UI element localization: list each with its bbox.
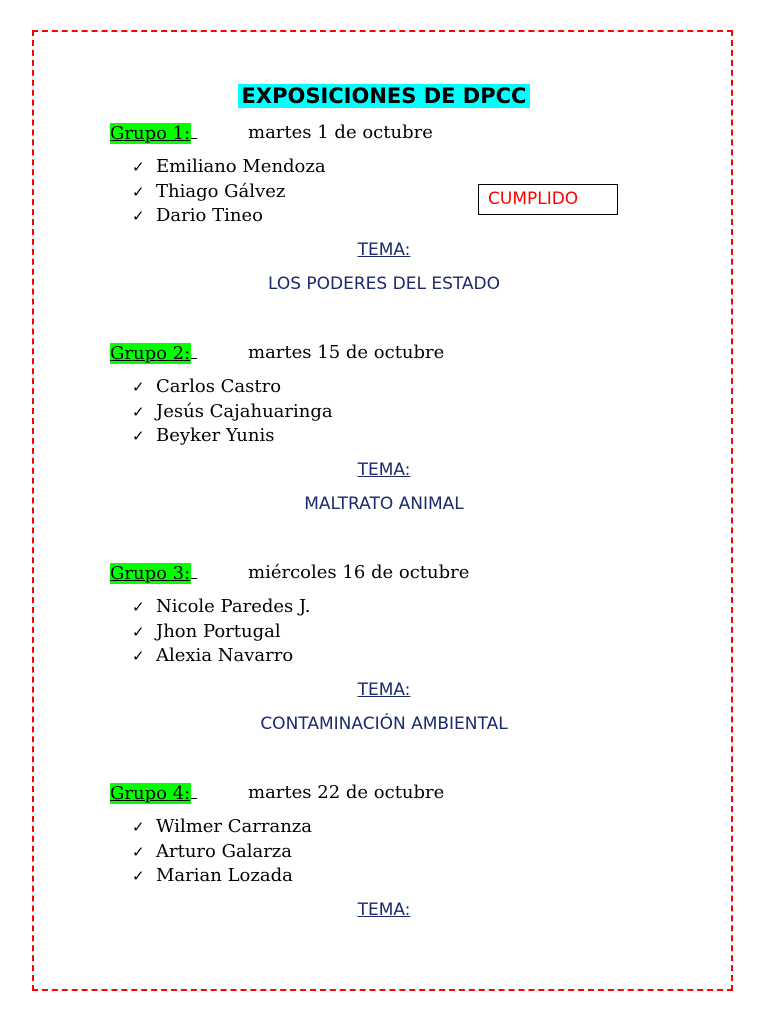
member-name: Emiliano Mendoza xyxy=(156,156,326,177)
member-list xyxy=(132,815,312,889)
underline-decoration xyxy=(191,122,197,139)
tema-topic: LOS PODERES DEL ESTADO xyxy=(267,274,501,294)
member-list xyxy=(132,375,333,449)
member-name: Thiago Gálvez xyxy=(156,180,286,202)
group-header xyxy=(110,122,433,150)
check-icon: ✓ xyxy=(132,427,145,445)
member-list xyxy=(132,595,311,669)
group-date: martes 15 de octubre xyxy=(248,342,445,363)
check-icon: ✓ xyxy=(132,158,145,176)
group-label: Grupo 4: xyxy=(110,783,191,804)
list-item xyxy=(132,620,311,645)
list-item xyxy=(132,204,326,229)
underline-decoration xyxy=(191,562,197,579)
check-icon: ✓ xyxy=(132,207,145,225)
status-badge: CUMPLIDO xyxy=(478,184,618,215)
member-name: Carlos Castro xyxy=(156,376,282,397)
group-header xyxy=(110,782,445,810)
tema-label: TEMA: xyxy=(357,460,411,480)
member-name: Arturo Galarza xyxy=(156,840,293,862)
group-date: miércoles 16 de octubre xyxy=(248,562,470,583)
group-header xyxy=(110,562,470,590)
tema-topic: MALTRATO ANIMAL xyxy=(304,494,464,514)
list-item xyxy=(132,644,311,669)
tema-topic: CONTAMINACIÓN AMBIENTAL xyxy=(260,714,508,734)
list-item xyxy=(132,375,333,400)
member-name: Dario Tineo xyxy=(156,205,263,226)
list-item xyxy=(132,180,326,205)
member-name: Beyker Yunis xyxy=(156,425,275,446)
member-name: Wilmer Carranza xyxy=(156,816,312,837)
member-name: Nicole Paredes J. xyxy=(156,596,311,617)
member-name: Alexia Navarro xyxy=(156,645,294,666)
group-header xyxy=(110,342,445,370)
member-name: Jhon Portugal xyxy=(156,620,281,642)
list-item xyxy=(132,155,326,180)
check-icon: ✓ xyxy=(132,378,145,396)
group-label: Grupo 1: xyxy=(110,123,191,144)
check-icon: ✓ xyxy=(132,402,145,421)
group-label: Grupo 2: xyxy=(110,343,191,364)
tema-label: TEMA: xyxy=(357,900,411,920)
check-icon: ✓ xyxy=(132,647,145,665)
check-icon: ✓ xyxy=(132,182,145,201)
tema-label: TEMA: xyxy=(357,240,411,260)
check-icon: ✓ xyxy=(132,598,145,616)
check-icon: ✓ xyxy=(132,867,145,885)
tema-label: TEMA: xyxy=(357,680,411,700)
list-item xyxy=(132,595,311,620)
list-item xyxy=(132,840,312,865)
check-icon: ✓ xyxy=(132,818,145,836)
check-icon: ✓ xyxy=(132,842,145,861)
list-item xyxy=(132,864,312,889)
member-name: Marian Lozada xyxy=(156,865,293,886)
underline-decoration xyxy=(191,342,197,359)
underline-decoration xyxy=(191,782,197,799)
list-item xyxy=(132,424,333,449)
list-item xyxy=(132,815,312,840)
member-list xyxy=(132,155,326,229)
list-item xyxy=(132,400,333,425)
group-date: martes 1 de octubre xyxy=(248,122,433,143)
page-title: EXPOSICIONES DE DPCC xyxy=(0,84,768,108)
member-name: Jesús Cajahuaringa xyxy=(156,400,333,422)
check-icon: ✓ xyxy=(132,622,145,641)
group-date: martes 22 de octubre xyxy=(248,782,445,803)
group-label: Grupo 3: xyxy=(110,563,191,584)
